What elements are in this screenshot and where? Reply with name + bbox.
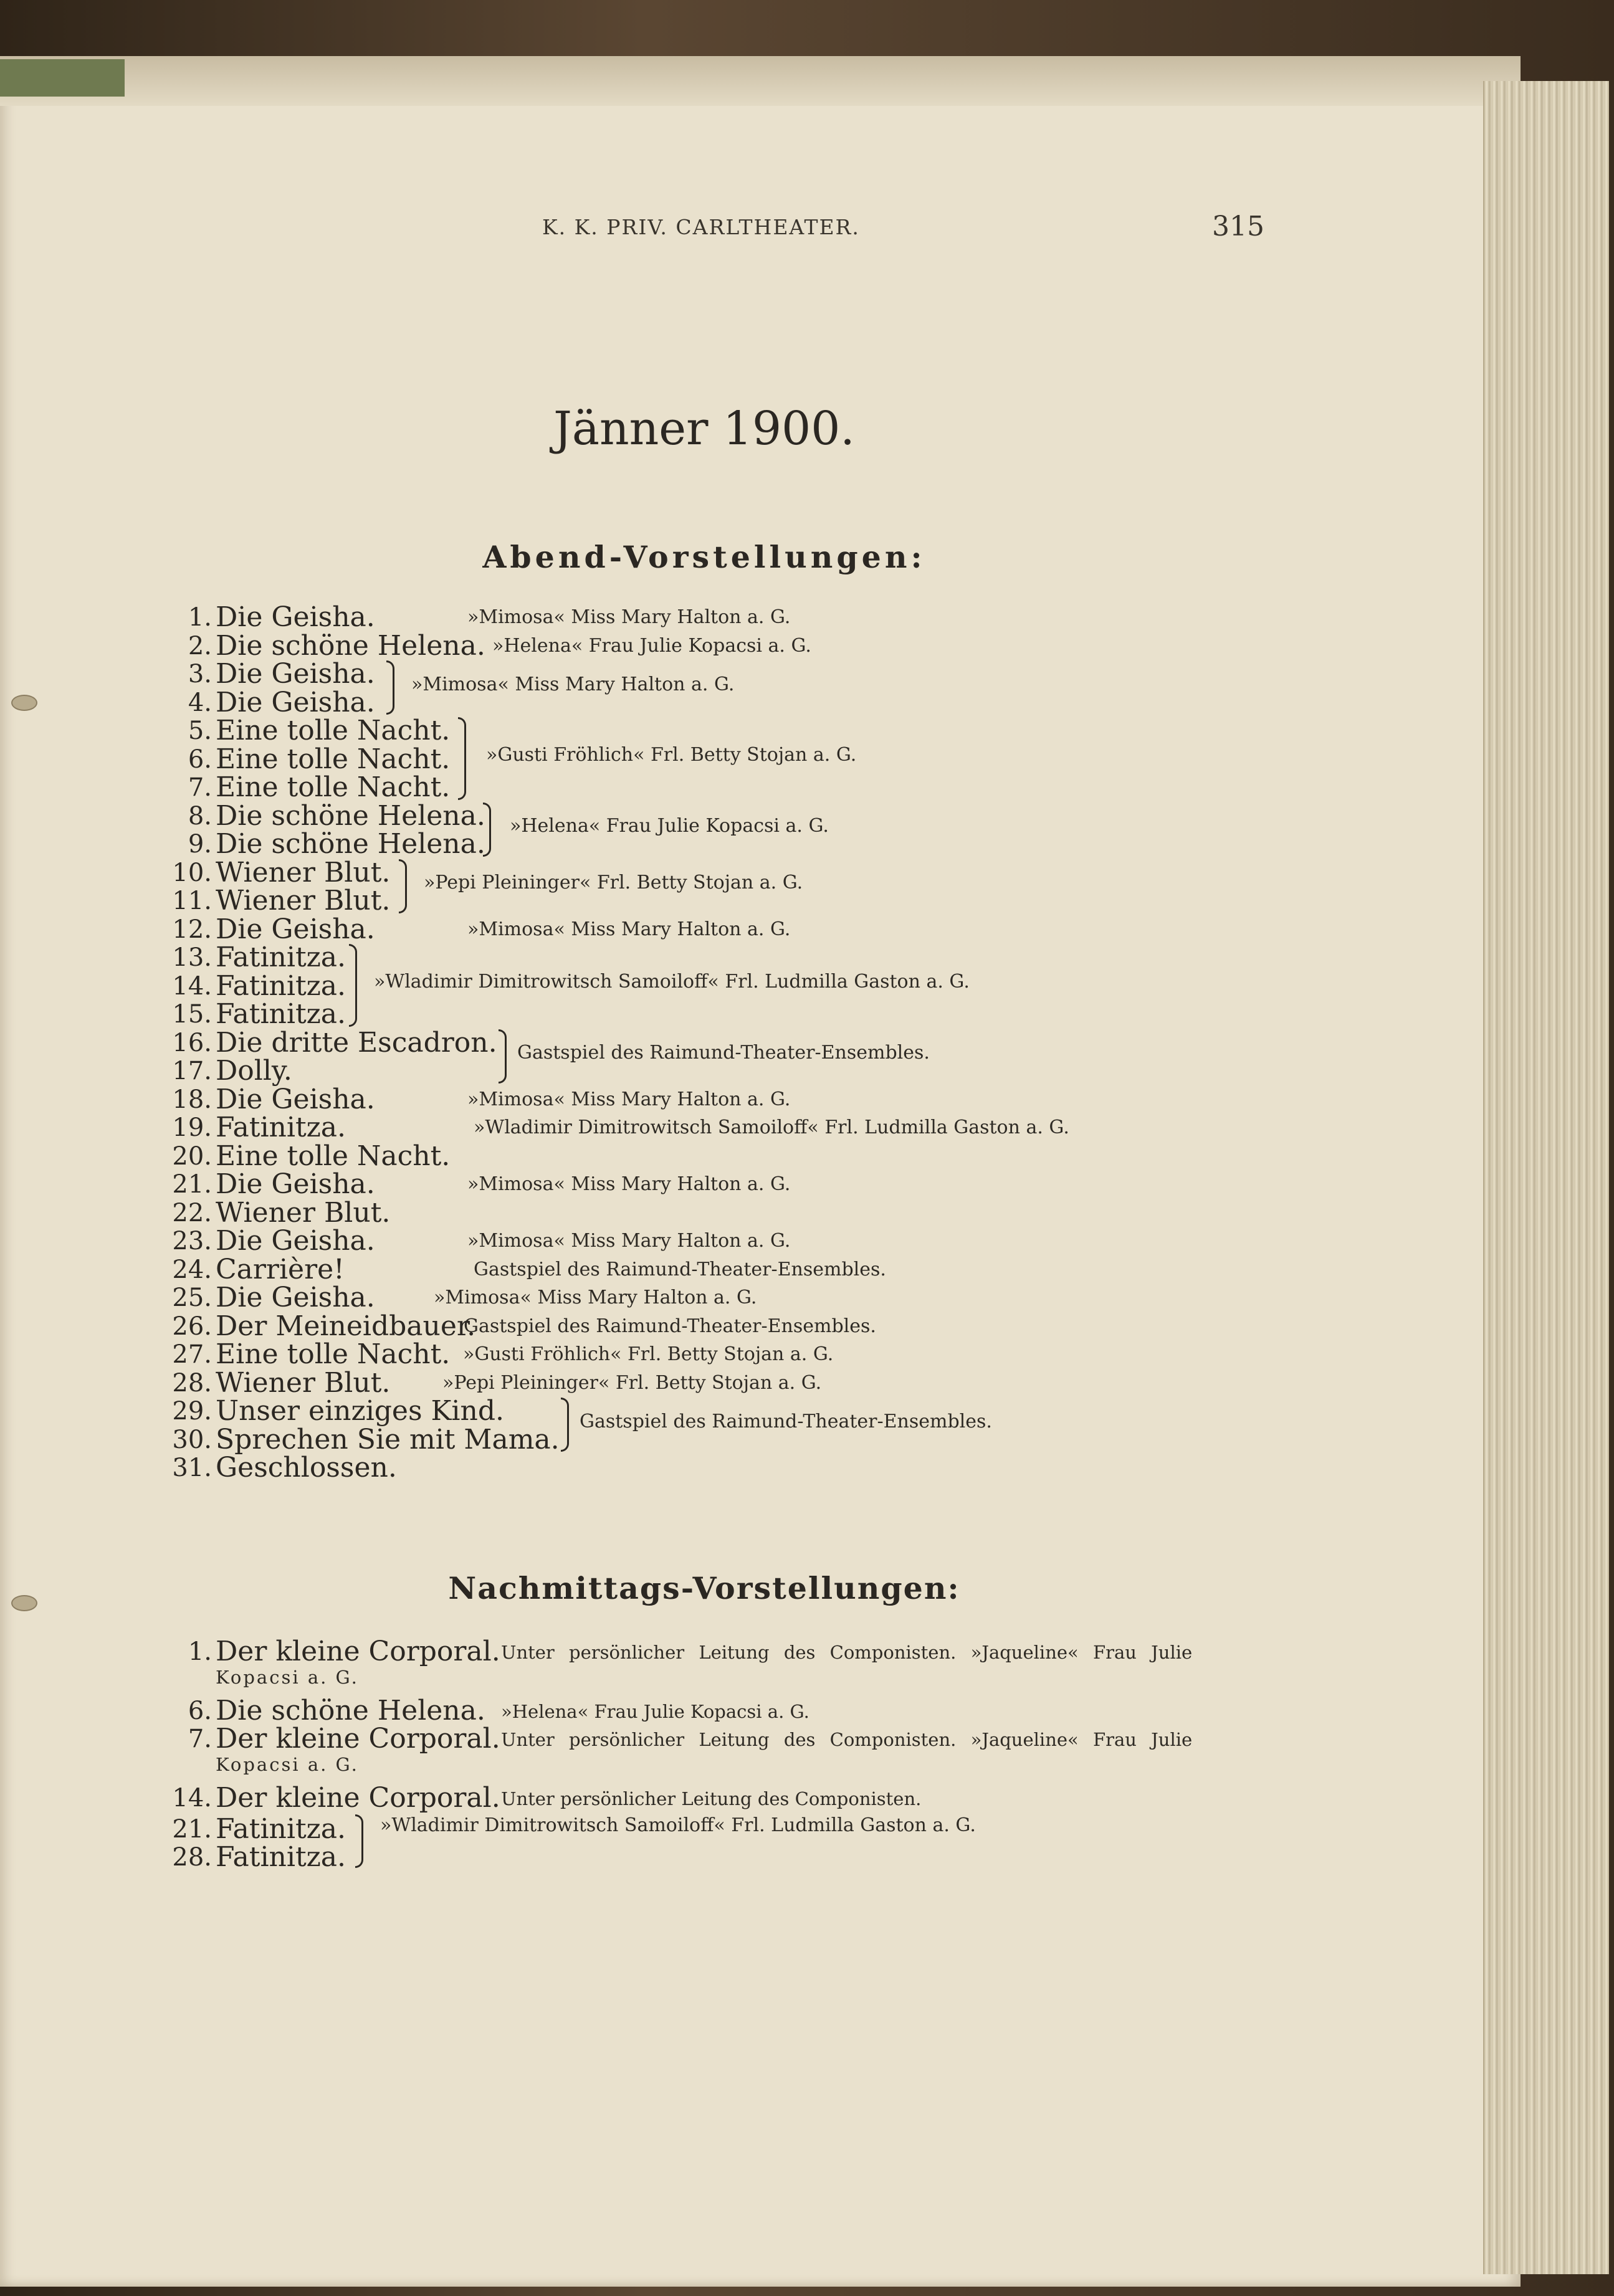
entry-cast: »Wladimir Dimitrowitsch Samoiloff« Frl. Ludmilla Gaston a. G. (474, 1117, 1069, 1138)
entry-cast: »Mimosa« Miss Mary Halton a. G. (434, 1287, 757, 1308)
entry-number: 28. (172, 1368, 212, 1398)
entry-cast: Unter persönlicher Leitung des Componisten. »Jaqueline« Frau Julie (501, 1729, 1193, 1750)
entry-title: Fatinitza. (216, 1841, 346, 1873)
entry-number: 4. (188, 688, 212, 717)
group-cast: »Helena« Frau Julie Kopacsi a. G. (510, 815, 829, 837)
entry-number: 21. (172, 1815, 212, 1844)
group-cast: »Pepi Pleininger« Frl. Betty Stojan a. G. (424, 872, 803, 893)
brace-bracket (399, 859, 407, 913)
entry-number: 7. (188, 1725, 212, 1753)
brace-bracket (386, 660, 394, 715)
page-number: 315 (1212, 211, 1264, 242)
entry-number: 6. (188, 745, 212, 774)
brace-bracket (458, 717, 466, 800)
entry-title: Die schöne Helena. (216, 1695, 485, 1727)
entry-cast: Unter persönlicher Leitung des Componisten. »Jaqueline« Frau Julie (501, 1642, 1193, 1663)
entry-number: 20. (172, 1141, 212, 1171)
running-head: K. K. PRIV. CARLTHEATER. (542, 215, 860, 239)
entry-title: Die dritte Escadron. (216, 1026, 497, 1059)
entry-cast: »Helena« Frau Julie Kopacsi a. G. (492, 634, 811, 657)
entry-title: Fatinitza. (216, 998, 346, 1030)
entry-number: 6. (188, 1697, 212, 1725)
entry-title: Wiener Blut. (216, 885, 391, 917)
entry-title: Eine tolle Nacht. (216, 715, 451, 746)
entry-cast: »Mimosa« Miss Mary Halton a. G. (467, 1230, 791, 1252)
entry-continuation: Kopacsi a. G. (216, 1667, 359, 1688)
group-cast: »Mimosa« Miss Mary Halton a. G. (411, 673, 735, 695)
entry-number: 31. (172, 1454, 212, 1482)
entry-number: 14. (172, 1784, 212, 1813)
entry-number: 1. (188, 603, 212, 632)
brace-bracket (349, 944, 357, 1027)
entry-number: 12. (172, 915, 212, 944)
entry-number: 13. (172, 943, 212, 972)
page-top-edge (0, 56, 1521, 106)
brace-bracket (483, 803, 491, 857)
entry-number: 3. (188, 660, 212, 688)
spine-cloth (0, 59, 125, 97)
entry-title: Fatinitza. (216, 941, 346, 973)
entry-title: Die schöne Helena. (216, 629, 485, 662)
entry-number: 8. (188, 801, 212, 831)
entry-cast: Gastspiel des Raimund-Theater-Ensembles. (464, 1315, 876, 1337)
entry-number: 30. (172, 1425, 212, 1454)
entry-title: Geschlossen. (216, 1452, 397, 1484)
entry-title: Die Geisha. (216, 686, 375, 718)
entry-number: 26. (172, 1312, 212, 1341)
entry-number: 21. (172, 1170, 212, 1199)
entry-number: 5. (188, 717, 212, 745)
entry-title: Fatinitza. (216, 1112, 346, 1143)
entry-cast: »Pepi Pleininger« Frl. Betty Stojan a. G. (442, 1371, 822, 1394)
section-heading-afternoon: Nachmittags-Vorstellungen: (448, 1570, 960, 1606)
entry-cast: »Mimosa« Miss Mary Halton a. G. (467, 1088, 791, 1110)
brace-bracket (561, 1398, 569, 1452)
entry-number: 18. (172, 1085, 212, 1114)
entry-number: 27. (172, 1340, 212, 1369)
entry-number: 1. (188, 1637, 212, 1666)
entry-continuation: Kopacsi a. G. (216, 1754, 359, 1775)
binding-hole (11, 695, 37, 711)
entry-number: 14. (172, 971, 212, 1001)
entry-title: Der kleine Corporal. (216, 1636, 500, 1667)
entry-number: 29. (172, 1397, 212, 1426)
entry-cast: »Mimosa« Miss Mary Halton a. G. (467, 918, 791, 940)
entry-title: Eine tolle Nacht. (216, 771, 451, 803)
entry-title: Wiener Blut. (216, 856, 391, 888)
group-cast: Gastspiel des Raimund-Theater-Ensembles. (580, 1410, 992, 1432)
entry-title: Die schöne Helena. (216, 828, 485, 860)
entry-title: Eine tolle Nacht. (216, 743, 451, 775)
entry-title: Die schöne Helena. (216, 799, 485, 832)
entry-title: Die Geisha. (216, 601, 375, 633)
group-cast: »Wladimir Dimitrowitsch Samoiloff« Frl. Ludmilla Gaston a. G. (374, 971, 970, 993)
entry-cast: Unter persönlicher Leitung des Componisten. (501, 1788, 922, 1809)
entry-cast: »Mimosa« Miss Mary Halton a. G. (467, 606, 791, 628)
entry-number: 10. (172, 858, 212, 887)
entry-number: 28. (172, 1843, 212, 1872)
entry-number: 2. (188, 631, 212, 660)
entry-number: 22. (172, 1198, 212, 1227)
page-title: Jänner 1900. (553, 402, 855, 455)
entry-title: Die Geisha. (216, 1282, 375, 1313)
entry-cast: »Helena« Frau Julie Kopacsi a. G. (501, 1701, 809, 1722)
group-cast: »Gusti Fröhlich« Frl. Betty Stojan a. G. (486, 744, 857, 766)
entry-title: Die Geisha. (216, 913, 375, 945)
entry-number: 16. (172, 1028, 212, 1057)
entry-title: Die Geisha. (216, 1225, 375, 1257)
entry-number: 25. (172, 1284, 212, 1312)
entry-title: Der Meineidbauer. (216, 1310, 476, 1342)
entry-title: Sprechen Sie mit Mama. (216, 1423, 560, 1455)
entry-title: Eine tolle Nacht. (216, 1338, 451, 1370)
entry-number: 17. (172, 1057, 212, 1085)
entry-title: Fatinitza. (216, 1813, 346, 1845)
entry-title: Die Geisha. (216, 658, 375, 690)
entry-title: Unser einziges Kind. (216, 1395, 504, 1427)
entry-title: Wiener Blut. (216, 1366, 391, 1399)
entry-number: 11. (172, 887, 212, 915)
entry-number: 23. (172, 1227, 212, 1255)
entry-title: Wiener Blut. (216, 1196, 391, 1229)
entry-title: Die Geisha. (216, 1168, 375, 1200)
brace-bracket (499, 1029, 507, 1084)
section-heading-evening: Abend-Vorstellungen: (482, 539, 926, 575)
entry-title: Fatinitza. (216, 969, 346, 1002)
entry-number: 9. (188, 830, 212, 859)
entry-number: 19. (172, 1113, 212, 1142)
entry-cast: Gastspiel des Raimund-Theater-Ensembles. (474, 1258, 886, 1280)
entry-number: 15. (172, 1000, 212, 1029)
entry-cast: »Mimosa« Miss Mary Halton a. G. (467, 1173, 791, 1195)
brace-bracket (355, 1814, 363, 1868)
entry-title: Dolly. (216, 1055, 292, 1087)
group-cast: Gastspiel des Raimund-Theater-Ensembles. (517, 1042, 930, 1064)
entry-title: Der kleine Corporal. (216, 1723, 500, 1755)
group-cast: »Wladimir Dimitrowitsch Samoiloff« Frl. Ludmilla Gaston a. G. (380, 1814, 976, 1836)
entry-title: Eine tolle Nacht. (216, 1140, 451, 1172)
entry-title: Carrière! (216, 1253, 345, 1285)
page-edges (1483, 81, 1609, 2274)
entry-number: 7. (188, 773, 212, 802)
entry-cast: »Gusti Fröhlich« Frl. Betty Stojan a. G. (463, 1343, 834, 1365)
entry-title: Die Geisha. (216, 1083, 375, 1115)
entry-number: 24. (172, 1255, 212, 1284)
entry-title: Der kleine Corporal. (216, 1782, 500, 1814)
